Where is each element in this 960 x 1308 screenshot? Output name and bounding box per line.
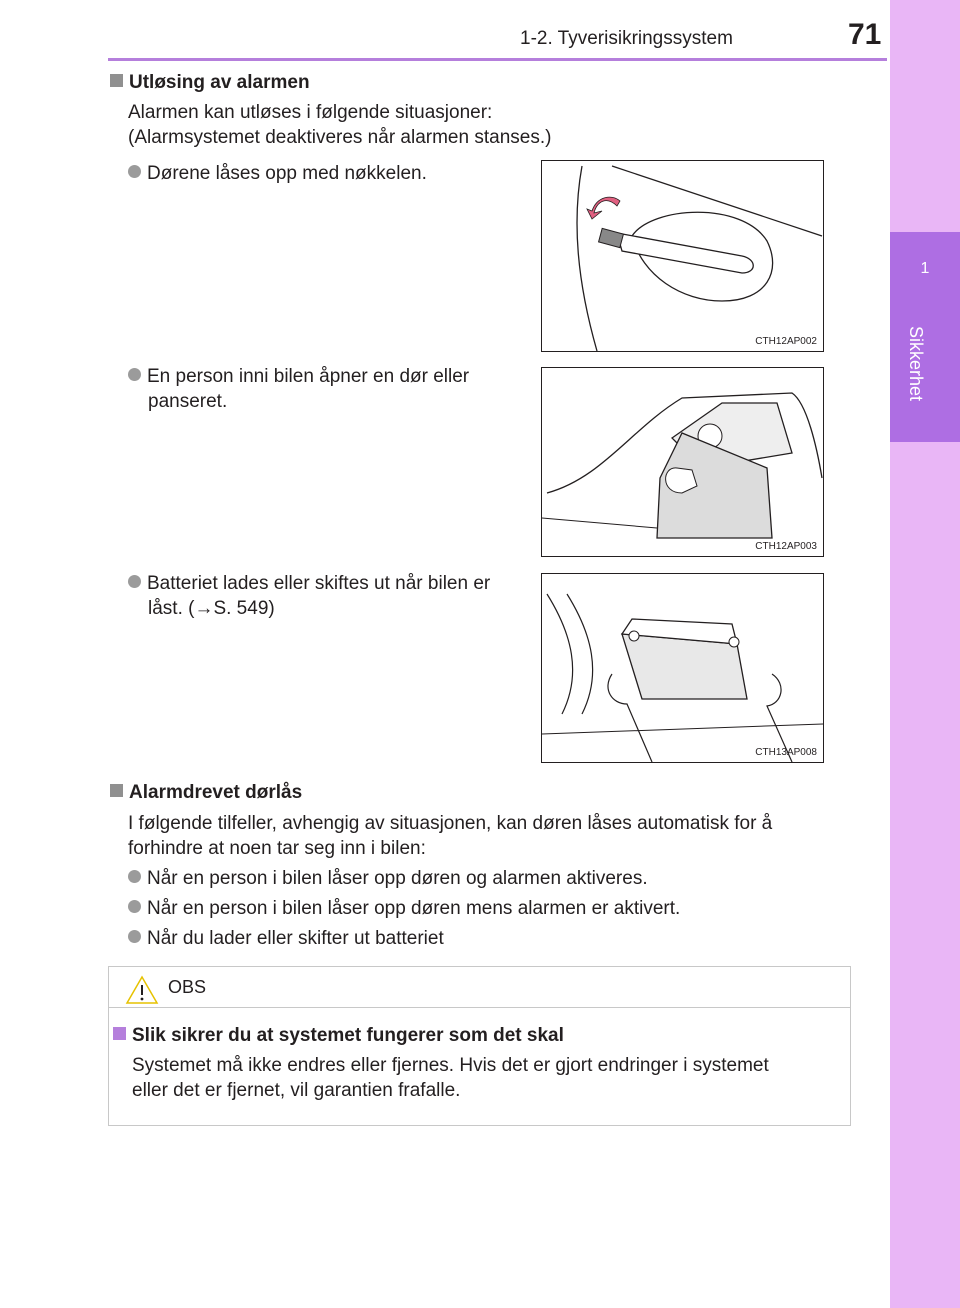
page-reference[interactable]: S. 549) [213, 598, 275, 619]
figure-code: CTH12AP003 [755, 541, 817, 552]
bullet-dot-icon [128, 165, 141, 178]
heading-square-icon [110, 74, 123, 87]
notice-title: Slik sikrer du at systemet fungerer som det skal [113, 1025, 564, 1047]
section-heading-alarm-door-lock: Alarmdrevet dørlås [110, 782, 302, 804]
notice-body: Systemet må ikke endres eller fjernes. Hvis det er gjort endringer i systemet eller det er fjernet, vil garantien frafalle. [132, 1055, 769, 1101]
bullet-dot-icon [128, 870, 141, 883]
bullet-dot-icon [128, 575, 141, 588]
figure-door-key [541, 160, 824, 352]
section-intro: I følgende tilfeller, avhengig av situasjonen, kan døren låses automatisk for å forhindre at noen tar seg inn i bilen: [128, 813, 773, 859]
page-number: 71 [848, 18, 882, 51]
figure-person-opening-door [541, 367, 824, 557]
section-heading-alarm-trigger: Utløsing av alarmen [110, 72, 310, 94]
chapter-label: Sikkerhet [906, 326, 926, 402]
heading-square-icon [113, 1027, 126, 1040]
bullet-dot-icon [128, 900, 141, 913]
figure-battery-replacement [541, 573, 824, 763]
chapter-side-tab [890, 0, 960, 1308]
list-item: En person inni bilen åpner en dør eller panseret. [128, 364, 523, 414]
figure-code: CTH12AP002 [755, 336, 817, 347]
bullet-dot-icon [128, 368, 141, 381]
list-item: Dørene låses opp med nøkkelen. [128, 161, 523, 186]
section-intro: Alarmen kan utløses i følgende situasjoner: (Alarmsystemet deaktiveres når alarmen stanses.) [128, 102, 552, 148]
notice-header [109, 967, 850, 1008]
header-rule [108, 58, 887, 61]
notice-label: OBS [168, 977, 207, 997]
list-item: Når du lader eller skifter ut batteriet [128, 926, 444, 951]
section-header: 1-2. Tyverisikringssystem [520, 28, 733, 49]
figure-code: CTH13AP008 [755, 747, 817, 758]
page-ref-arrow-icon: → [194, 598, 214, 619]
list-item: Når en person i bilen låser opp døren og alarmen aktiveres. [128, 866, 648, 891]
heading-square-icon [110, 784, 123, 797]
chapter-number: 1 [920, 260, 930, 277]
notice-box [108, 966, 851, 1126]
list-item: Batteriet lades eller skiftes ut når bilen er låst. (→S. 549) [128, 571, 523, 621]
bullet-dot-icon [128, 930, 141, 943]
list-item: Når en person i bilen låser opp døren mens alarmen er aktivert. [128, 896, 680, 921]
warning-triangle-icon [125, 975, 159, 1005]
